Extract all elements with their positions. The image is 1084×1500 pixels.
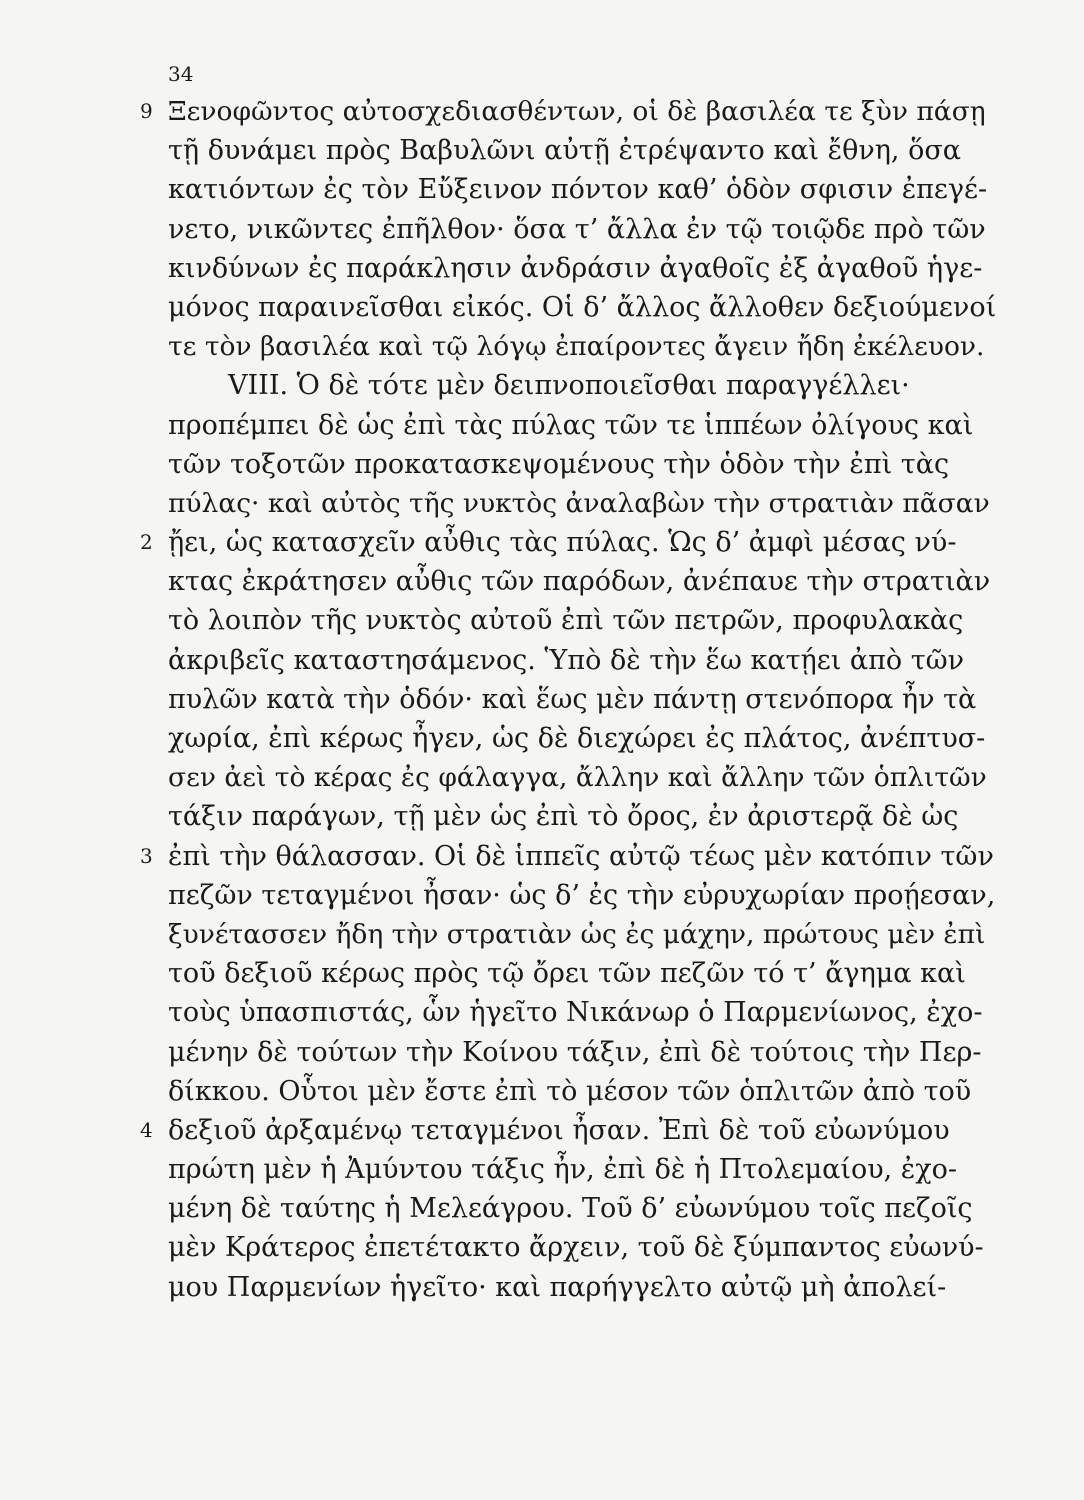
line-text: τῶν τοξοτῶν προκατασκεψομένους τὴν ὁδὸν τὴν ἐπὶ τὰς <box>168 448 950 480</box>
text-line <box>168 1228 998 1267</box>
line-text: πρώτη μὲν ἡ Ἀμύντου τάξις ἦν, ἐπὶ δὲ ἡ Πτολεμαίου, ἐχο- <box>168 1154 958 1186</box>
line-text: νετο, νικῶντες ἐπῆλθον· ὅσα τ’ ἄλλα ἐν τῷ τοιῷδε πρὸ τῶν <box>168 213 986 245</box>
text-line <box>168 1150 998 1189</box>
line-text: κινδύνων ἐς παράκλησιν ἀνδράσιν ἀγαθοῖς ἐξ ἀγαθοῦ ἡγε- <box>168 252 983 284</box>
text-line <box>168 758 998 797</box>
line-text: μένην δὲ τούτων τὴν Κοίνου τάξιν, ἐπὶ δὲ τούτοις τὴν Περ- <box>168 1036 982 1068</box>
text-line <box>168 170 998 209</box>
text-line <box>140 837 998 876</box>
text-line <box>168 1033 998 1072</box>
text-line <box>168 954 998 993</box>
text-line <box>168 484 998 523</box>
line-text: τῇ δυνάμει πρὸς Βαβυλῶνι αὐτῇ ἐτρέψαντο καὶ ἔθνη, ὅσα <box>168 135 962 167</box>
line-text: μένη δὲ ταύτης ἡ Μελεάγρου. Τοῦ δ’ εὐωνύμου τοῖς πεζοῖς <box>168 1193 973 1225</box>
line-text: μόνος παραινεῖσθαι εἰκός. Οἱ δ’ ἄλλος ἄλλοθεν δεξιούμενοί <box>168 291 997 323</box>
line-text: ᾔει, ὡς κατασχεῖν αὖθις τὰς πύλας. Ὡς δ’ ἀμφὶ μέσας νύ- <box>168 527 957 559</box>
text-line <box>168 915 998 954</box>
line-text: κτας ἐκράτησεν αὖθις τῶν παρόδων, ἀνέπαυε τὴν στρατιὰν <box>168 566 991 598</box>
line-text: μὲν Κράτερος ἐπετέτακτο ἄρχειν, τοῦ δὲ ξύμπαντος εὐωνύ- <box>168 1232 984 1264</box>
line-text: Ξενοφῶντος αὐτοσχεδιασθέντων, οἱ δὲ βασιλέα τε ξὺν πάσῃ <box>168 96 986 127</box>
text-line <box>168 445 998 484</box>
line-text: τὸ λοιπὸν τῆς νυκτὸς αὐτοῦ ἐπὶ τῶν πετρῶν, προφυλακὰς <box>168 605 964 637</box>
page-number: 34 <box>168 62 194 86</box>
line-text: ἀκριβεῖς καταστησάμενος. Ὑπὸ δὲ τὴν ἕω κατῄει ἀπὸ τῶν <box>168 644 965 676</box>
line-text: σεν ἀεὶ τὸ κέρας ἐς φάλαγγα, ἄλλην καὶ ἄλλην τῶν ὁπλιτῶν <box>168 762 987 794</box>
text-line <box>168 1072 998 1111</box>
section-number: 3 <box>140 843 153 868</box>
line-text: ξυνέτασσεν ἤδη τὴν στρατιὰν ὡς ἐς μάχην, πρώτους μὲν ἐπὶ <box>168 918 986 950</box>
line-text: κατιόντων ἐς τὸν Εὔξεινον πόντον καθ’ ὁδὸν σφισιν ἐπεγέ- <box>168 174 988 206</box>
line-text: χωρία, ἐπὶ κέρως ἦγεν, ὡς δὲ διεχώρει ἐς πλάτος, ἀνέπτυσ- <box>168 723 986 754</box>
text-line <box>140 523 998 562</box>
text-line <box>168 1189 998 1228</box>
text-line <box>168 797 998 836</box>
line-text: μου Παρμενίων ἡγεῖτο· καὶ παρήγγελτο αὐτῷ μὴ ἀπολεί- <box>168 1271 947 1303</box>
text-line <box>140 1111 998 1150</box>
text-line <box>168 1268 998 1307</box>
text-line <box>168 406 998 445</box>
text-line <box>168 876 998 915</box>
line-text: πύλας· καὶ αὐτὸς τῆς νυκτὸς ἀναλαβὼν τὴν στρατιὰν πᾶσαν <box>168 487 990 519</box>
line-text: τοὺς ὑπασπιστάς, ὧν ἡγεῖτο Νικάνωρ ὁ Παρμενίωνος, ἐχο- <box>168 997 983 1029</box>
text-line <box>168 601 998 640</box>
text-line <box>168 249 998 288</box>
line-text: τάξιν παράγων, τῇ μὲν ὡς ἐπὶ τὸ ὄρος, ἐν ἀριστερᾷ δὲ ὡς <box>168 801 959 833</box>
line-text: VIII. Ὁ δὲ τότε μὲν δειπνοποιεῖσθαι παραγγέλλει· <box>228 370 910 402</box>
section-number: 2 <box>140 530 153 555</box>
text-line <box>140 92 998 131</box>
section-number: 9 <box>140 99 153 123</box>
text-line <box>168 719 998 758</box>
text-line <box>168 131 998 170</box>
line-text: προπέμπει δὲ ὡς ἐπὶ τὰς πύλας τῶν τε ἱππέων ὀλίγους καὶ <box>168 409 974 441</box>
line-text: δίκκου. Οὗτοι μὲν ἔστε ἐπὶ τὸ μέσον τῶν ὁπλιτῶν ἀπὸ τοῦ <box>168 1075 972 1107</box>
text-line <box>168 562 998 601</box>
line-text: πυλῶν κατὰ τὴν ὁδόν· καὶ ἕως μὲν πάντῃ στενόπορα ἦν τὰ <box>168 683 977 715</box>
line-text: ἐπὶ τὴν θάλασσαν. Οἱ δὲ ἱππεῖς αὐτῷ τέως μὲν κατόπιν τῶν <box>168 840 994 872</box>
text-line <box>168 288 998 327</box>
text-line <box>168 993 998 1032</box>
text-line <box>168 641 998 680</box>
text-line <box>168 210 998 249</box>
line-text: τε τὸν βασιλέα καὶ τῷ λόγῳ ἐπαίροντες ἄγειν ἤδη ἐκέλευον. <box>168 331 985 363</box>
line-text: πεζῶν τεταγμένοι ἦσαν· ὡς δ’ ἐς τὴν εὐρυχωρίαν προῄεσαν, <box>168 879 996 911</box>
line-text: τοῦ δεξιοῦ κέρως πρὸς τῷ ὄρει τῶν πεζῶν τό τ’ ἄγημα καὶ <box>168 958 966 990</box>
line-text: δεξιοῦ ἀρξαμένῳ τεταγμένοι ἦσαν. Ἐπὶ δὲ τοῦ εὐωνύμου <box>168 1114 950 1146</box>
text-line <box>168 327 998 366</box>
text-line <box>168 680 998 719</box>
section-number: 4 <box>140 1117 153 1142</box>
text-body <box>140 92 998 1307</box>
text-line <box>168 366 998 405</box>
